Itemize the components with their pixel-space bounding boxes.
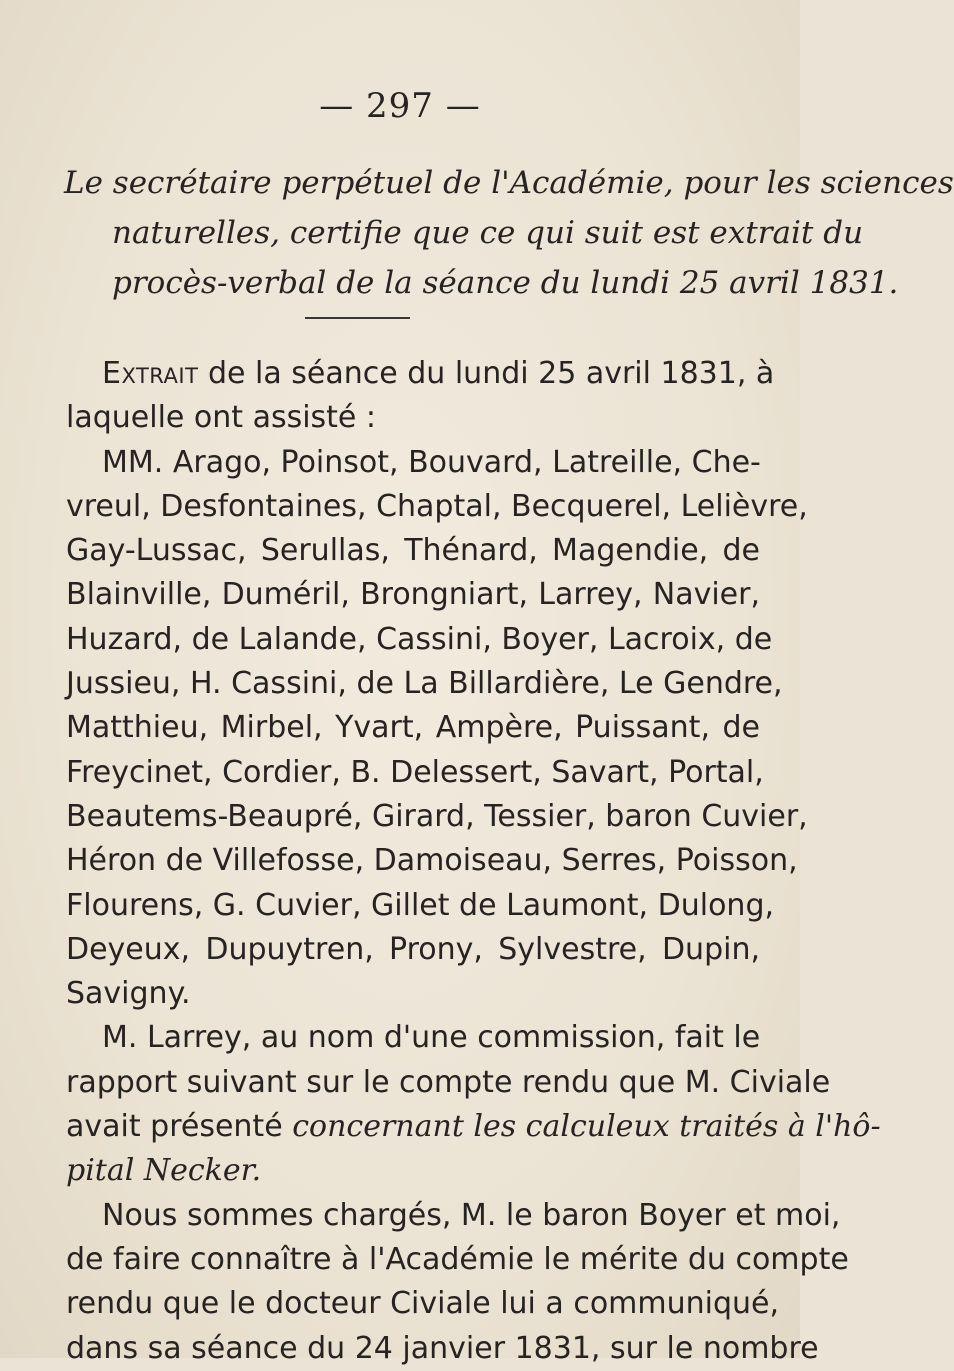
attendance-line: Matthieu, Mirbel, Yvart, Ampère, Puissant, de (66, 710, 760, 746)
page-number: — 297 — (319, 86, 481, 126)
extract-heading-rest: de la séance du lundi 25 avril 1831, à (207, 356, 775, 391)
attendance-line: Huzard, de Lalande, Cassini, Boyer, Lacroix, de (66, 621, 773, 657)
extract-heading-line (66, 352, 775, 396)
section-divider (305, 317, 410, 319)
report-line: M. Larrey, au nom d'une commission, fait le (102, 1020, 761, 1056)
attendance-line: Savigny. (66, 976, 191, 1012)
attendance-line: Beautems-Beaupré, Girard, Tessier, baron Cuvier, (66, 798, 808, 834)
report-line: rapport suivant sur le compte rendu que M. Civiale (66, 1064, 831, 1100)
minutes-extract (66, 352, 881, 1371)
attendance-line: laquelle ont assisté : (66, 400, 377, 436)
report-line-italic: concernant les calculeux traités à l'hô- (292, 1109, 881, 1145)
certification-line: naturelles, certifie que ce qui suit est extrait du (112, 215, 864, 251)
certification-line: Le secrétaire perpétuel de l'Académie, pour les sciences (64, 165, 954, 201)
report-line-italic: pital Necker. (66, 1153, 262, 1189)
attendance-line: Blainville, Duméril, Brongniart, Larrey, Navier, (66, 577, 760, 613)
attendance-line: Jussieu, H. Cassini, de La Billardière, Le Gendre, (66, 666, 783, 702)
paragraph-line: rendu que le docteur Civiale lui a communiqué, (66, 1286, 780, 1322)
report-line (66, 1105, 881, 1149)
extract-heading-word: Extrait (102, 356, 199, 391)
attendance-line: Deyeux, Dupuytren, Prony, Sylvestre, Dupin, (66, 931, 760, 967)
certification-paragraph (64, 158, 954, 308)
attendance-line: MM. Arago, Poinsot, Bouvard, Latreille, Che- (102, 444, 761, 480)
paragraph-line: de faire connaître à l'Académie le mérite du compte (66, 1241, 849, 1277)
certification-line: procès-verbal de la séance du lundi 25 avril 1831. (112, 265, 899, 301)
paragraph-line: dans sa séance du 24 janvier 1831, sur le nombre (66, 1330, 819, 1366)
report-line (66, 1149, 760, 1193)
report-line-roman: avait présenté (66, 1109, 283, 1145)
attendance-line: vreul, Desfontaines, Chaptal, Becquerel, Lelièvre, (66, 488, 808, 524)
paragraph-line: Nous sommes chargés, M. le baron Boyer et moi, (102, 1197, 841, 1233)
attendance-line: Gay-Lussac, Serullas, Thénard, Magendie, de (66, 533, 760, 569)
attendance-line: Freycinet, Cordier, B. Delessert, Savart, Portal, (66, 754, 764, 790)
attendance-line: Flourens, G. Cuvier, Gillet de Laumont, Dulong, (66, 887, 775, 923)
attendance-line: Héron de Villefosse, Damoiseau, Serres, Poisson, (66, 843, 798, 879)
